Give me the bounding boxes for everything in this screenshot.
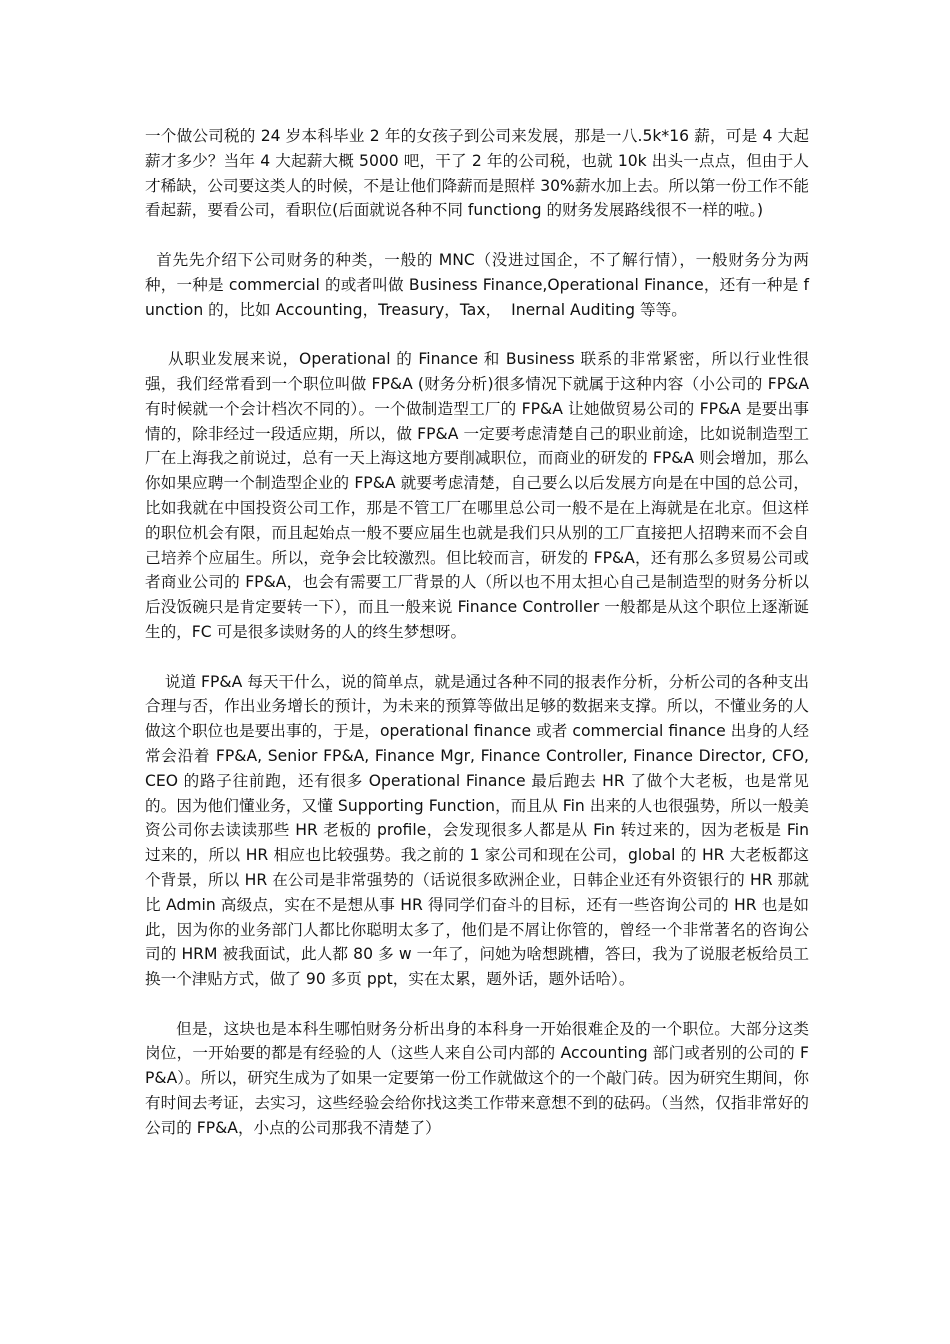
paragraph-finance-types: 首先先介绍下公司财务的种类，一般的 MNC（没进过国企，不了解行情），一般财务分为两种，一种是 commercial 的或者叫做 Business Finance,Operational Finance，还有一种是 function 的，比如 Accounting，Treasury，Tax， Inernal Auditing 等等。 [145,250,809,319]
document-body [145,124,814,1165]
paragraph-fpa-daily-work: 说道 FP&A 每天干什么，说的简单点，就是通过各种不同的报表作分析，分析公司的各种支出合理与否，作出业务增长的预计，为未来的预算等做出足够的数据来支撑。所以，不懂业务的人做这个职位也是要出事的，于是，operational finance 或者 commercial finance 出身的人经常会沿着 FP&A, Senior FP&A, Finance Mgr, Finance Controller, Finance Director, CFO, CEO 的路子往前跑，还有很多 Operational Finance 最后跑去 HR 了做个大老板，也是常见的。因为他们懂业务，又懂 Supporting Function，而且从 Fin 出来的人也很强势，所以一般美资公司你去读读那些 HR 老板的 profile，会发现很多人都是从 Fin 转过来的，因为老板是 Fin 过来的，所以 HR 相应也比较强势。我之前的 1 家公司和现在公司，global 的 HR 大老板都这个背景，所以 HR 在公司是非常强势的（话说很多欧洲企业，日韩企业还有外资银行的 HR 那就比 Admin 高级点，实在不是想从事 HR 得同学们奋斗的目标，还有一些咨询公司的 HR 也是如此，因为你的业务部门人都比你聪明太多了，他们是不屑让你管的，曾经一个非常著名的咨询公司的 HRM 被我面试，此人都 80 多 w 一年了，问她为啥想跳槽，答曰，我为了说服老板给员工换一个津贴方式，做了 90 多页 ppt，实在太累，题外话，题外话哈）。 [145,672,814,989]
paragraph-intro: 一个做公司税的 24 岁本科毕业 2 年的女孩子到公司来发展，那是一八.5k*16 薪，可是 4 大起薪才多少？当年 4 大起薪大概 5000 吧，干了 2 年的公司税，也就 10k 出头一点点，但由于人才稀缺，公司要这类人的时候，不是让他们降薪而是照样 30%薪水加上去。所以第一份工作不能看起薪，要看公司，看职位(后面就说各种不同 functiong 的财务发展路线很不一样的啦。) [145,127,809,220]
paragraph-graduate-advice: 但是，这块也是本科生哪怕财务分析出身的本科身一开始很难企及的一个职位。大部分这类岗位，一开始要的都是有经验的人（这些人来自公司内部的 Accounting 部门或者别的公司的 FP&A）。所以，研究生成为了如果一定要第一份工作就做这个的一个敲门砖。因为研究生期间，你有时间去考证，去实习，这些经验会给你找这类工作带来意想不到的砝码。（当然，仅指非常好的公司的 FP&A，小点的公司那我不清楚了） [145,1019,809,1137]
paragraph-career-development: 从职业发展来说，Operational 的 Finance 和 Business 联系的非常紧密，所以行业性很强，我们经常看到一个职位叫做 FP&A (财务分析)很多情况下就属于这种内容（小公司的 FP&A 有时候就一个会计档次不同的）。一个做制造型工厂的 FP&A 让她做贸易公司的 FP&A 是要出事情的，除非经过一段适应期，所以，做 FP&A 一定要考虑清楚自己的职业前途，比如说制造型工厂在上海我之前说过，总有一天上海这地方要削减职位，而商业的研发的 FP&A 则会增加，那么你如果应聘一个制造型企业的 FP&A 就要考虑清楚，自己要么以后发展方向是在中国的总公司，比如我就在中国投资公司工作，那是不管工厂在哪里总公司一般不是在上海就是在北京。但这样的职位机会有限，而且起始点一般不要应届生也就是我们只从别的工厂直接把人招聘来而不会自己培养个应届生。所以，竞争会比较激烈。但比较而言，研发的 FP&A，还有那么多贸易公司或者商业公司的 FP&A，也会有需要工厂背景的人（所以也不用太担心自己是制造型的财务分析以后没饭碗只是肯定要转一下），而且一般来说 Finance Controller 一般都是从这个职位上逐渐诞生的，FC 可是很多读财务的人的终生梦想呀。 [145,350,814,641]
